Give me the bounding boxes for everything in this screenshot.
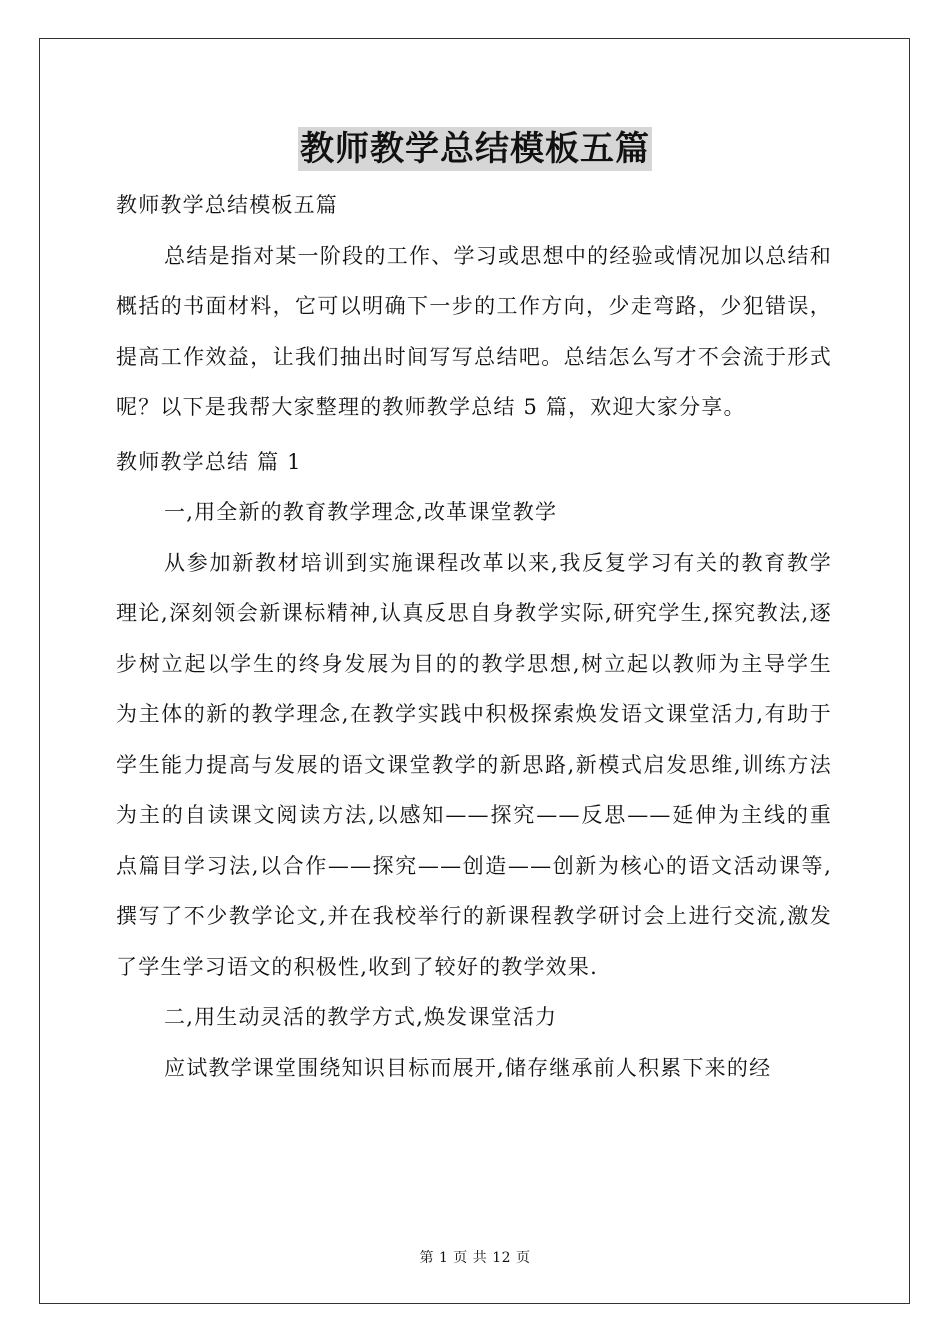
subheading-2: 二,用生动灵活的教学方式,焕发课堂活力 bbox=[164, 1005, 558, 1029]
document-title: 教师教学总结模板五篇 bbox=[300, 129, 650, 169]
subtitle-line: 教师教学总结模板五篇 bbox=[116, 193, 338, 217]
body-paragraph-1: 从参加新教材培训到实施课程改革以来,我反复学习有关的教育教学理论,深刻领会新课标精神,认真反思自身教学实际,研究学生,探究教法,逐步树立起以学生的终身发展为目的的教学思想,树立起以教师为主导学生为主体的新的教学理念,在教学实践中积极探索焕发语文课堂活力,有助于学生能力提高与发展的语文课堂教学的新思路,新模式启发思维,训练方法为主的自读课文阅读方法,以感知——探究——反思——延伸为主线的重点篇目学习法,以合作——探究——创造——创新为核心的语文活动课等,撰写了不少教学论文,并在我校举行的新课程教学研讨会上进行交流,激发了学生学习语文的积极性,收到了较好的教学效果. bbox=[116, 550, 832, 979]
intro-paragraph: 总结是指对某一阶段的工作、学习或思想中的经验或情况加以总结和概括的书面材料，它可以明确下一步的工作方向，少走弯路，少犯错误，提高工作效益，让我们抽出时间写写总结吧。总结怎么写才不会流于形式呢？以下是我帮大家整理的教师教学总结 5 篇，欢迎大家分享。 bbox=[116, 243, 832, 419]
title-container bbox=[0, 127, 950, 171]
section-heading: 教师教学总结 篇 1 bbox=[116, 449, 302, 474]
body-paragraph-2: 应试教学课堂围绕知识目标而展开,储存继承前人积累下来的经 bbox=[164, 1055, 772, 1080]
page-number-footer: 第 1 页 共 12 页 bbox=[419, 1250, 531, 1266]
document-body bbox=[116, 180, 832, 1093]
subheading-1: 一,用全新的教育教学理念,改革课堂教学 bbox=[164, 500, 558, 524]
